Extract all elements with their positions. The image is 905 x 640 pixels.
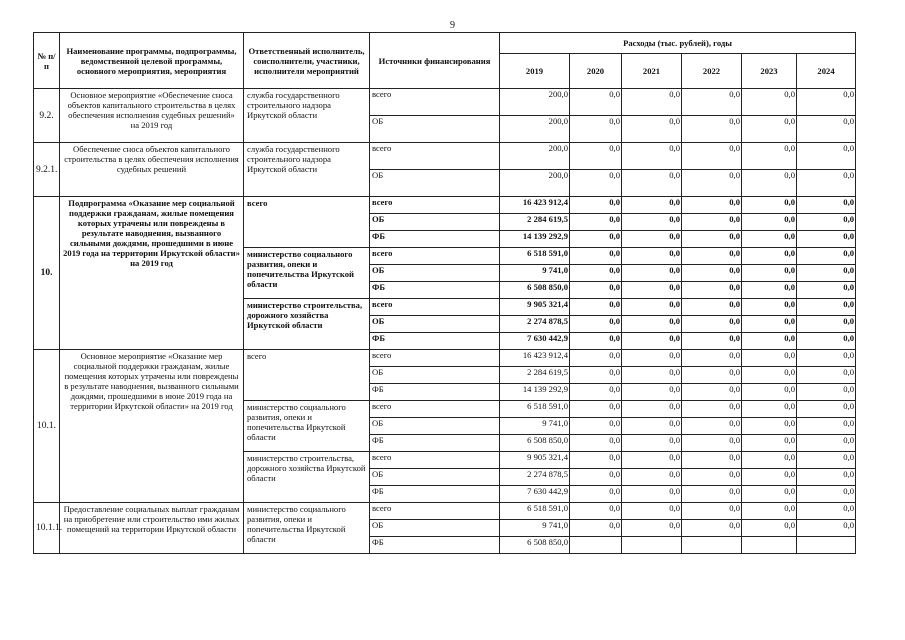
value-cell: 9 741,0 <box>500 520 570 537</box>
value-cell: 0,0 <box>622 350 682 367</box>
row-number: 9.2. <box>34 89 60 143</box>
value-cell: 0,0 <box>797 316 856 333</box>
source-cell: всего <box>370 248 500 265</box>
value-cell: 0,0 <box>622 401 682 418</box>
value-cell: 0,0 <box>797 418 856 435</box>
source-cell: ОБ <box>370 316 500 333</box>
row-name: Основное мероприятие «Оказание мер социальной поддержки гражданам, жилые помещения которых утрачены или повреждены в результате наводнения, вызванного сильными дождями, прошедшими в июне 2019 года на территории Иркутской области» на 2019 год <box>60 350 244 503</box>
row-name: Основное мероприятие «Обеспечение сноса объектов капитального строительства в целях обеспечения исполнения судебных решений» на 2019 год <box>60 89 244 143</box>
value-cell: 0,0 <box>622 116 682 143</box>
value-cell: 0,0 <box>682 143 742 170</box>
value-cell: 0,0 <box>570 452 622 469</box>
value-cell: 0,0 <box>570 299 622 316</box>
value-cell: 0,0 <box>622 214 682 231</box>
value-cell: 0,0 <box>742 350 797 367</box>
value-cell: 0,0 <box>682 367 742 384</box>
value-cell: 6 518 591,0 <box>500 503 570 520</box>
responsible-cell: министерство социального развития, опеки и попечительства Иркутской области <box>244 503 370 554</box>
value-cell: 16 423 912,4 <box>500 350 570 367</box>
value-cell: 6 508 850,0 <box>500 282 570 299</box>
source-cell: ОБ <box>370 469 500 486</box>
value-cell: 0,0 <box>570 170 622 197</box>
value-cell: 0,0 <box>570 265 622 282</box>
table-row <box>34 503 856 520</box>
source-cell: всего <box>370 452 500 469</box>
table-row <box>34 143 856 170</box>
value-cell: 0,0 <box>622 486 682 503</box>
value-cell: 0,0 <box>570 435 622 452</box>
value-cell: 0,0 <box>797 486 856 503</box>
value-cell <box>742 537 797 554</box>
source-cell: всего <box>370 299 500 316</box>
value-cell <box>682 537 742 554</box>
value-cell: 0,0 <box>797 89 856 116</box>
source-cell: ОБ <box>370 418 500 435</box>
value-cell: 0,0 <box>682 333 742 350</box>
table-body <box>34 89 856 554</box>
value-cell: 0,0 <box>797 170 856 197</box>
value-cell: 14 139 292,9 <box>500 231 570 248</box>
value-cell: 14 139 292,9 <box>500 384 570 401</box>
value-cell: 0,0 <box>742 418 797 435</box>
value-cell: 6 508 850,0 <box>500 435 570 452</box>
source-cell: ОБ <box>370 116 500 143</box>
value-cell: 0,0 <box>742 197 797 214</box>
header-source: Источники финансирования <box>370 33 500 89</box>
value-cell: 0,0 <box>622 452 682 469</box>
value-cell: 0,0 <box>682 282 742 299</box>
source-cell: ФБ <box>370 282 500 299</box>
row-name: Предоставление социальных выплат гражданам на приобретение или строительство ими жилых помещений на территории Иркутской области <box>60 503 244 554</box>
value-cell: 0,0 <box>622 503 682 520</box>
value-cell: 0,0 <box>622 316 682 333</box>
value-cell: 7 630 442,9 <box>500 333 570 350</box>
value-cell: 0,0 <box>570 367 622 384</box>
value-cell: 0,0 <box>682 214 742 231</box>
row-number: 10.1.1. <box>34 503 60 554</box>
header-year: 2022 <box>682 54 742 89</box>
responsible-cell: министерство строительства, дорожного хозяйства Иркутской области <box>244 452 370 503</box>
value-cell: 0,0 <box>797 520 856 537</box>
value-cell: 9 741,0 <box>500 418 570 435</box>
value-cell: 0,0 <box>622 282 682 299</box>
header-name: Наименование программы, подпрограммы, ведомственной целевой программы, основного мероприятия, мероприятия <box>60 33 244 89</box>
value-cell: 2 274 878,5 <box>500 469 570 486</box>
value-cell: 0,0 <box>682 265 742 282</box>
value-cell: 0,0 <box>742 116 797 143</box>
header-year: 2021 <box>622 54 682 89</box>
value-cell: 0,0 <box>622 231 682 248</box>
value-cell: 0,0 <box>797 401 856 418</box>
row-name: Подпрограмма «Оказание мер социальной поддержки гражданам, жилые помещения которых утрачены или повреждены в результате наводнения, вызванного сильными дождями, прошедшими в июне 2019 года на территории Иркутской области» на 2019 год <box>60 197 244 350</box>
source-cell: ФБ <box>370 333 500 350</box>
value-cell: 0,0 <box>797 197 856 214</box>
value-cell: 0,0 <box>570 197 622 214</box>
value-cell: 0,0 <box>797 116 856 143</box>
budget-table <box>33 32 856 554</box>
value-cell: 0,0 <box>622 299 682 316</box>
value-cell: 0,0 <box>570 384 622 401</box>
value-cell: 0,0 <box>797 452 856 469</box>
value-cell: 0,0 <box>742 401 797 418</box>
value-cell: 9 905 321,4 <box>500 452 570 469</box>
header-year: 2020 <box>570 54 622 89</box>
value-cell: 0,0 <box>570 248 622 265</box>
responsible-cell: служба государственного строительного надзора Иркутской области <box>244 89 370 143</box>
value-cell: 200,0 <box>500 143 570 170</box>
source-cell: всего <box>370 350 500 367</box>
value-cell: 0,0 <box>682 401 742 418</box>
row-number: 10. <box>34 197 60 350</box>
value-cell: 0,0 <box>742 367 797 384</box>
value-cell: 0,0 <box>622 435 682 452</box>
value-cell: 0,0 <box>570 418 622 435</box>
value-cell: 0,0 <box>570 89 622 116</box>
value-cell: 0,0 <box>570 214 622 231</box>
row-number: 10.1. <box>34 350 60 503</box>
value-cell: 0,0 <box>682 418 742 435</box>
value-cell: 0,0 <box>742 469 797 486</box>
value-cell: 0,0 <box>742 503 797 520</box>
page-number: 9 <box>450 20 455 31</box>
source-cell: всего <box>370 401 500 418</box>
value-cell: 0,0 <box>797 333 856 350</box>
header-year: 2023 <box>742 54 797 89</box>
value-cell: 0,0 <box>622 197 682 214</box>
value-cell: 0,0 <box>622 469 682 486</box>
header-year: 2019 <box>500 54 570 89</box>
value-cell: 0,0 <box>797 384 856 401</box>
value-cell: 0,0 <box>742 282 797 299</box>
source-cell: ОБ <box>370 367 500 384</box>
value-cell: 0,0 <box>682 469 742 486</box>
value-cell: 0,0 <box>742 486 797 503</box>
value-cell: 0,0 <box>622 248 682 265</box>
value-cell: 0,0 <box>797 231 856 248</box>
value-cell: 0,0 <box>570 282 622 299</box>
value-cell: 0,0 <box>682 299 742 316</box>
value-cell: 0,0 <box>797 143 856 170</box>
source-cell: ФБ <box>370 486 500 503</box>
value-cell: 0,0 <box>742 384 797 401</box>
source-cell: ОБ <box>370 214 500 231</box>
value-cell: 200,0 <box>500 116 570 143</box>
source-cell: ОБ <box>370 170 500 197</box>
value-cell: 16 423 912,4 <box>500 197 570 214</box>
value-cell: 0,0 <box>682 384 742 401</box>
source-cell: всего <box>370 143 500 170</box>
source-cell: ОБ <box>370 265 500 282</box>
value-cell: 0,0 <box>682 486 742 503</box>
value-cell: 0,0 <box>742 452 797 469</box>
value-cell: 0,0 <box>570 401 622 418</box>
value-cell: 0,0 <box>742 214 797 231</box>
value-cell: 0,0 <box>797 299 856 316</box>
value-cell: 0,0 <box>622 367 682 384</box>
value-cell: 0,0 <box>797 214 856 231</box>
value-cell: 0,0 <box>742 143 797 170</box>
value-cell: 7 630 442,9 <box>500 486 570 503</box>
value-cell: 0,0 <box>742 435 797 452</box>
responsible-cell: служба государственного строительного надзора Иркутской области <box>244 143 370 197</box>
header-year: 2024 <box>797 54 856 89</box>
value-cell: 0,0 <box>682 520 742 537</box>
table-row <box>34 350 856 367</box>
value-cell: 0,0 <box>742 231 797 248</box>
value-cell <box>570 537 622 554</box>
header-responsible: Ответственный исполнитель, соисполнители, участники, исполнители мероприятий <box>244 33 370 89</box>
value-cell: 0,0 <box>797 435 856 452</box>
responsible-cell: министерство социального развития, опеки и попечительства Иркутской области <box>244 248 370 299</box>
value-cell: 9 741,0 <box>500 265 570 282</box>
value-cell: 6 508 850,0 <box>500 537 570 554</box>
source-cell: ОБ <box>370 520 500 537</box>
source-cell: ФБ <box>370 537 500 554</box>
value-cell: 0,0 <box>622 333 682 350</box>
row-number: 9.2.1. <box>34 143 60 197</box>
value-cell: 0,0 <box>570 503 622 520</box>
value-cell <box>797 537 856 554</box>
table-row <box>34 89 856 116</box>
value-cell: 0,0 <box>742 248 797 265</box>
value-cell: 0,0 <box>797 367 856 384</box>
value-cell: 0,0 <box>570 231 622 248</box>
value-cell: 0,0 <box>797 248 856 265</box>
value-cell: 0,0 <box>682 435 742 452</box>
value-cell: 0,0 <box>570 520 622 537</box>
value-cell: 0,0 <box>742 299 797 316</box>
source-cell: ФБ <box>370 384 500 401</box>
value-cell: 0,0 <box>622 89 682 116</box>
responsible-cell: всего <box>244 197 370 248</box>
responsible-cell: министерство социального развития, опеки и попечительства Иркутской области <box>244 401 370 452</box>
value-cell: 0,0 <box>682 452 742 469</box>
source-cell: всего <box>370 89 500 116</box>
value-cell: 0,0 <box>682 170 742 197</box>
header-expenses: Расходы (тыс. рублей), годы <box>500 33 856 54</box>
source-cell: всего <box>370 197 500 214</box>
value-cell: 0,0 <box>682 116 742 143</box>
value-cell: 0,0 <box>682 316 742 333</box>
value-cell: 0,0 <box>570 486 622 503</box>
value-cell: 0,0 <box>797 282 856 299</box>
value-cell: 0,0 <box>797 265 856 282</box>
value-cell: 0,0 <box>622 265 682 282</box>
row-name: Обеспечение сноса объектов капитального строительства в целях обеспечения исполнения судебных решений <box>60 143 244 197</box>
value-cell: 0,0 <box>682 231 742 248</box>
value-cell: 0,0 <box>797 503 856 520</box>
value-cell: 0,0 <box>622 170 682 197</box>
value-cell: 9 905 321,4 <box>500 299 570 316</box>
value-cell: 6 518 591,0 <box>500 248 570 265</box>
source-cell: ФБ <box>370 231 500 248</box>
responsible-cell: всего <box>244 350 370 401</box>
value-cell: 0,0 <box>682 197 742 214</box>
value-cell: 0,0 <box>682 350 742 367</box>
value-cell: 0,0 <box>570 333 622 350</box>
value-cell: 0,0 <box>622 520 682 537</box>
value-cell <box>622 537 682 554</box>
header-no: № п/п <box>34 33 60 89</box>
value-cell: 200,0 <box>500 170 570 197</box>
value-cell: 0,0 <box>742 265 797 282</box>
value-cell: 0,0 <box>682 89 742 116</box>
value-cell: 2 284 619,5 <box>500 214 570 231</box>
value-cell: 0,0 <box>742 333 797 350</box>
value-cell: 0,0 <box>570 116 622 143</box>
value-cell: 0,0 <box>570 469 622 486</box>
value-cell: 2 284 619,5 <box>500 367 570 384</box>
value-cell: 0,0 <box>570 143 622 170</box>
responsible-cell: министерство строительства, дорожного хозяйства Иркутской области <box>244 299 370 350</box>
value-cell: 0,0 <box>742 316 797 333</box>
value-cell: 0,0 <box>742 89 797 116</box>
table-row <box>34 197 856 214</box>
source-cell: ФБ <box>370 435 500 452</box>
value-cell: 200,0 <box>500 89 570 116</box>
value-cell: 0,0 <box>570 316 622 333</box>
source-cell: всего <box>370 503 500 520</box>
value-cell: 0,0 <box>622 143 682 170</box>
value-cell: 0,0 <box>682 503 742 520</box>
value-cell: 0,0 <box>682 248 742 265</box>
value-cell: 0,0 <box>797 469 856 486</box>
value-cell: 0,0 <box>622 384 682 401</box>
value-cell: 0,0 <box>797 350 856 367</box>
value-cell: 0,0 <box>742 520 797 537</box>
value-cell: 0,0 <box>622 418 682 435</box>
value-cell: 6 518 591,0 <box>500 401 570 418</box>
value-cell: 0,0 <box>570 350 622 367</box>
value-cell: 2 274 878,5 <box>500 316 570 333</box>
value-cell: 0,0 <box>742 170 797 197</box>
